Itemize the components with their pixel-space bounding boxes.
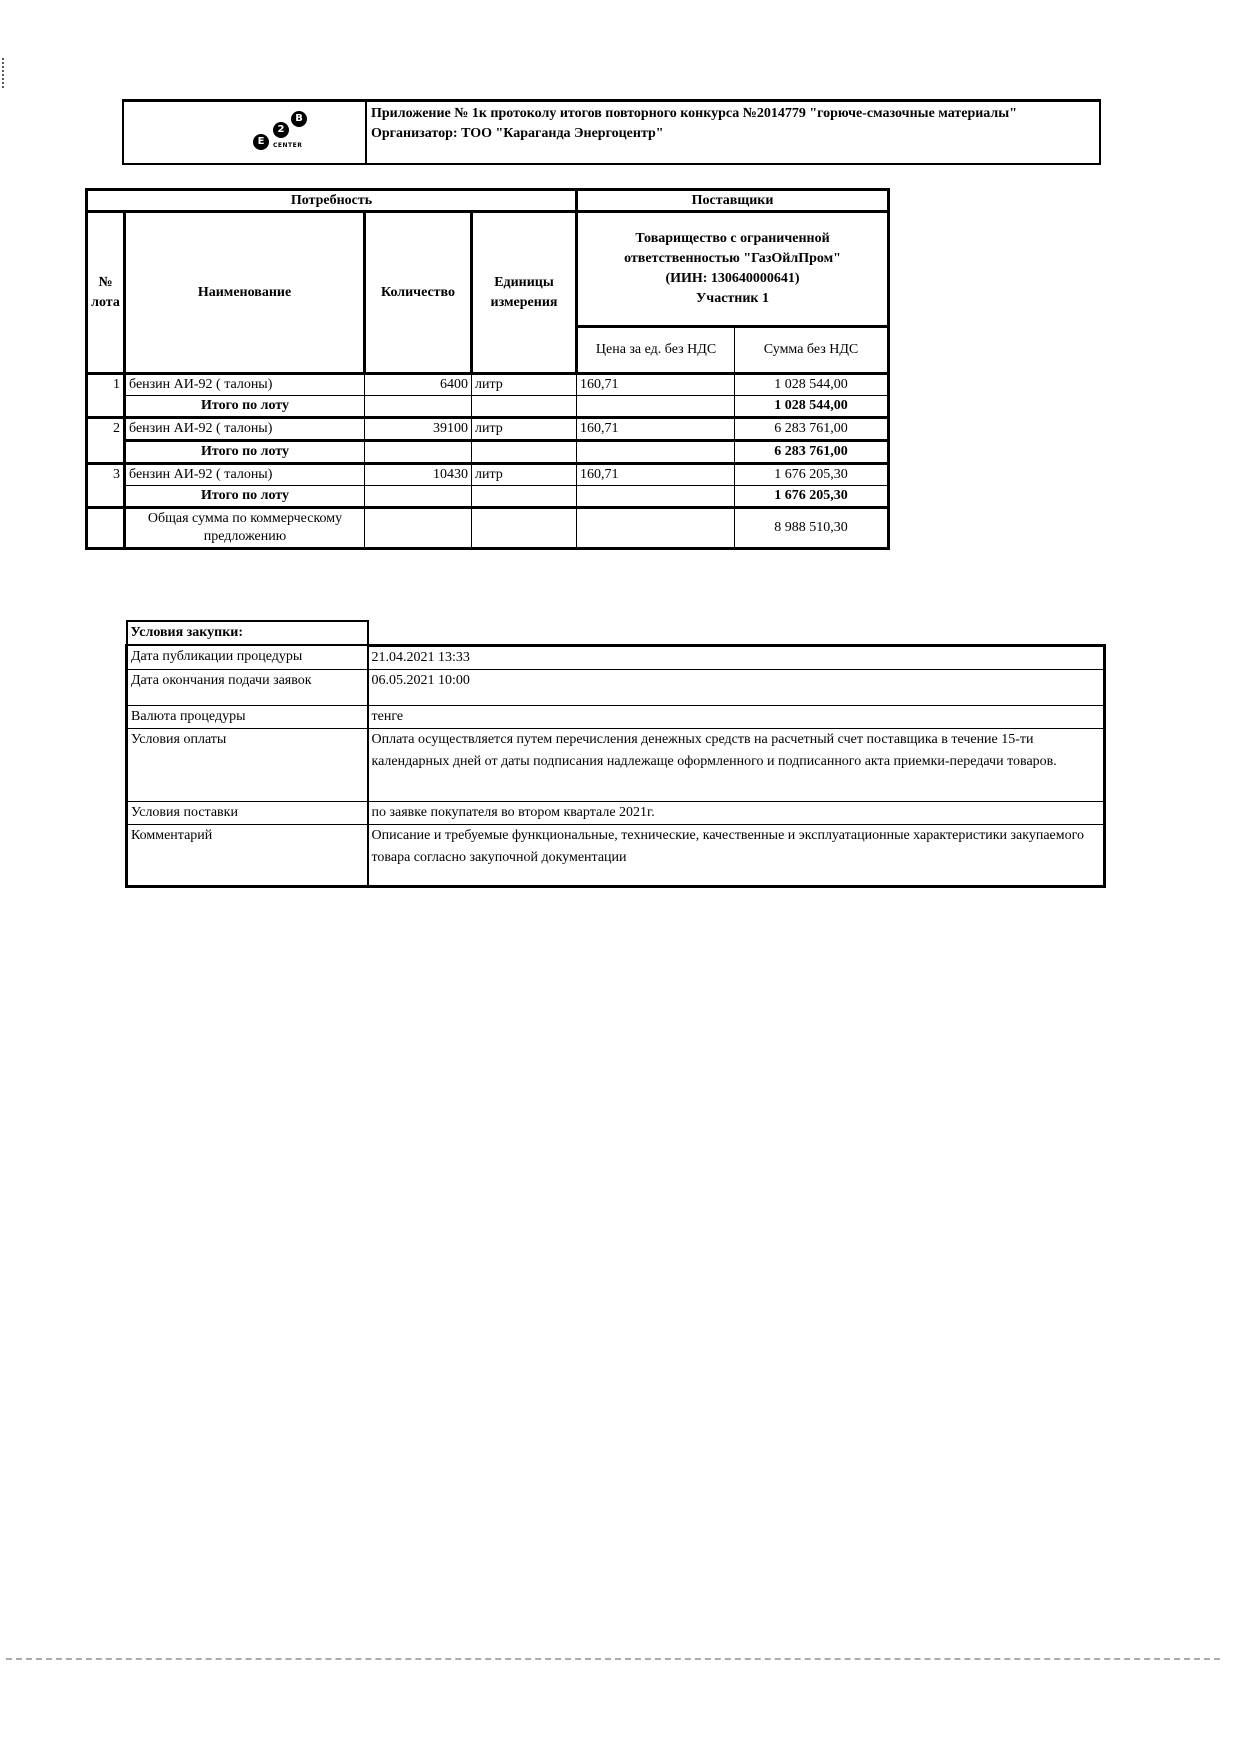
supplier-inn: (ИИН: 130640000641) bbox=[665, 271, 800, 286]
column-header-unit: Единицы измерения bbox=[472, 212, 577, 374]
item-price: 160,71 bbox=[577, 418, 735, 441]
subtotal-row bbox=[87, 396, 889, 418]
condition-value: Оплата осуществляется путем перечисления денежных средств на расчетный счет поставщика в течение 15-ти календарных дней от даты подписания надлежаще оформленного и подписанного акта приемки-передачи товаров. bbox=[368, 728, 1105, 801]
item-quantity: 39100 bbox=[365, 418, 472, 441]
column-header-price: Цена за ед. без НДС bbox=[577, 327, 735, 374]
condition-row bbox=[127, 824, 1105, 886]
lot-number: 1 bbox=[87, 374, 125, 418]
logo-circle-icon: 2 bbox=[273, 122, 289, 138]
condition-value: 21.04.2021 13:33 bbox=[368, 645, 1105, 669]
table-row bbox=[87, 464, 889, 486]
table-row bbox=[87, 418, 889, 441]
condition-label: Дата публикации процедуры bbox=[127, 645, 368, 669]
group-header-suppliers: Поставщики bbox=[577, 190, 889, 212]
document-header bbox=[122, 99, 1101, 165]
table-row bbox=[87, 374, 889, 396]
empty-cell bbox=[365, 441, 472, 464]
item-quantity: 6400 bbox=[365, 374, 472, 396]
condition-value: 06.05.2021 10:00 bbox=[368, 669, 1105, 705]
item-name: бензин АИ-92 ( талоны) bbox=[125, 418, 365, 441]
supplier-line1: Товарищество с ограниченной bbox=[635, 231, 830, 246]
condition-label: Комментарий bbox=[127, 824, 368, 886]
document-title: Приложение № 1к протоколу итогов повторного конкурса №2014779 "горюче-смазочные материалы" bbox=[371, 106, 1017, 121]
grand-total-label: Общая сумма по коммерческому предложению bbox=[125, 508, 365, 549]
subtotal-label: Итого по лоту bbox=[125, 486, 365, 508]
organizer: Организатор: ТОО "Караганда Энергоцентр" bbox=[371, 126, 664, 141]
empty-cell bbox=[365, 396, 472, 418]
empty-cell bbox=[577, 486, 735, 508]
item-unit: литр bbox=[472, 418, 577, 441]
condition-value: тенге bbox=[368, 705, 1105, 728]
empty-cell bbox=[472, 441, 577, 464]
condition-row bbox=[127, 669, 1105, 705]
logo-circle-icon: E bbox=[253, 134, 269, 150]
condition-row bbox=[127, 728, 1105, 801]
subtotal-value: 1 028 544,00 bbox=[735, 396, 889, 418]
item-unit: литр bbox=[472, 464, 577, 486]
supplier-header bbox=[577, 212, 889, 327]
item-sum: 1 676 205,30 bbox=[735, 464, 889, 486]
item-sum: 6 283 761,00 bbox=[735, 418, 889, 441]
empty-cell bbox=[577, 441, 735, 464]
empty-cell bbox=[368, 621, 1105, 645]
logo-cell bbox=[124, 102, 367, 163]
condition-label: Условия поставки bbox=[127, 801, 368, 824]
condition-label: Валюта процедуры bbox=[127, 705, 368, 728]
grand-total-value: 8 988 510,30 bbox=[735, 508, 889, 549]
procurement-conditions-table bbox=[125, 620, 1106, 888]
empty-cell bbox=[577, 396, 735, 418]
item-unit: литр bbox=[472, 374, 577, 396]
subtotal-value: 6 283 761,00 bbox=[735, 441, 889, 464]
item-quantity: 10430 bbox=[365, 464, 472, 486]
empty-cell bbox=[472, 508, 577, 549]
empty-cell bbox=[472, 396, 577, 418]
lot-number: 2 bbox=[87, 418, 125, 464]
lot-number: 3 bbox=[87, 464, 125, 508]
subtotal-row bbox=[87, 486, 889, 508]
scan-artifact bbox=[2, 58, 7, 88]
item-price: 160,71 bbox=[577, 374, 735, 396]
scan-artifact bbox=[6, 1658, 1220, 1660]
condition-row bbox=[127, 705, 1105, 728]
column-header-name: Наименование bbox=[125, 212, 365, 374]
item-price: 160,71 bbox=[577, 464, 735, 486]
subtotal-row bbox=[87, 441, 889, 464]
condition-value: по заявке покупателя во втором квартале 2021г. bbox=[368, 801, 1105, 824]
condition-label: Дата окончания подачи заявок bbox=[127, 669, 368, 705]
header-text bbox=[367, 102, 1099, 163]
grand-total-row bbox=[87, 508, 889, 549]
item-name: бензин АИ-92 ( талоны) bbox=[125, 464, 365, 486]
conditions-title: Условия закупки: bbox=[127, 621, 368, 645]
empty-cell bbox=[577, 508, 735, 549]
logo-circle-icon: B bbox=[291, 111, 307, 127]
condition-row bbox=[127, 801, 1105, 824]
subtotal-label: Итого по лоту bbox=[125, 441, 365, 464]
group-header-need: Потребность bbox=[87, 190, 577, 212]
subtotal-label: Итого по лоту bbox=[125, 396, 365, 418]
item-name: бензин АИ-92 ( талоны) bbox=[125, 374, 365, 396]
condition-row bbox=[127, 645, 1105, 669]
column-header-sum: Сумма без НДС bbox=[735, 327, 889, 374]
bids-table bbox=[85, 188, 890, 550]
column-header-lot: № лота bbox=[87, 212, 125, 374]
empty-cell bbox=[365, 486, 472, 508]
condition-value: Описание и требуемые функциональные, технические, качественные и эксплуатационные характеристики закупаемого товара согласно закупочной документации bbox=[368, 824, 1105, 886]
supplier-line2: ответственностью "ГазОйлПром" bbox=[624, 251, 841, 266]
item-sum: 1 028 544,00 bbox=[735, 374, 889, 396]
empty-cell bbox=[365, 508, 472, 549]
column-header-quantity: Количество bbox=[365, 212, 472, 374]
energocenter-logo bbox=[245, 108, 335, 158]
logo-text: CENTER bbox=[273, 142, 303, 149]
empty-cell bbox=[87, 508, 125, 549]
empty-cell bbox=[472, 486, 577, 508]
participant-label: Участник 1 bbox=[696, 291, 769, 306]
subtotal-value: 1 676 205,30 bbox=[735, 486, 889, 508]
condition-label: Условия оплаты bbox=[127, 728, 368, 801]
